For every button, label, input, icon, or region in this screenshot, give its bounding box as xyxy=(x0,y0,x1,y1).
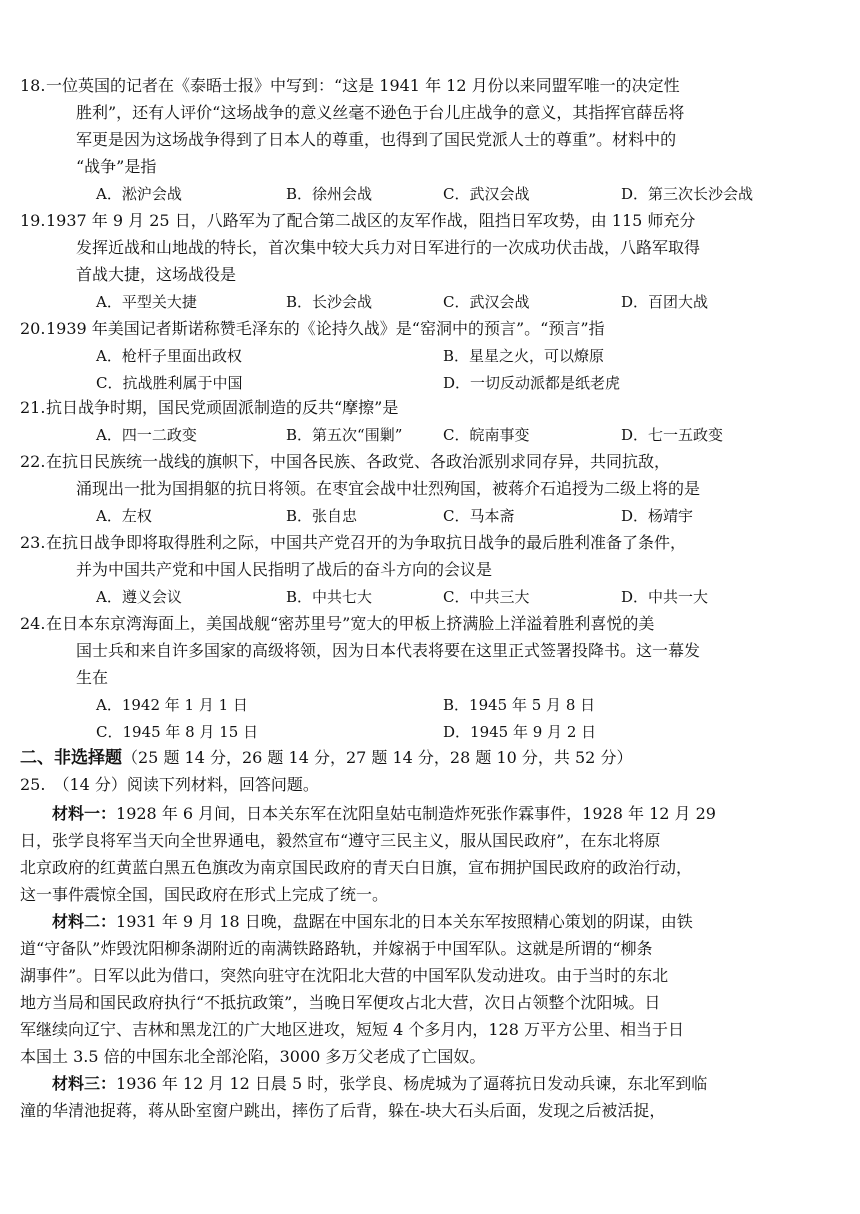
question-23-option-a[interactable]: A．遵义会议 xyxy=(96,588,182,606)
question-21-option-a[interactable]: A．四一二政变 xyxy=(96,426,197,444)
question-25-intro: 25. （14 分）阅读下列材料，回答问题。 xyxy=(20,775,319,794)
section-2-heading xyxy=(20,748,632,768)
question-20-option-c[interactable]: C．抗战胜利属于中国 xyxy=(96,374,243,392)
material-2-line: 道“守备队”炸毁沈阳柳条湖附近的南满铁路路轨，并嫁祸于中国军队。这就是所谓的“柳条 xyxy=(20,939,653,958)
material-3-line: 1936 年 12 月 12 日晨 5 时，张学良、杨虎城为了逼蒋抗日发动兵谏，东北军到临 xyxy=(116,1074,708,1093)
question-22-line: 在抗日民族统一战线的旗帜下，中国各民族、各政党、各政治派别求同存异，共同抗敌， xyxy=(46,452,671,471)
question-21-option-b[interactable]: B．第五次“围剿” xyxy=(286,426,403,444)
material-2-label: 材料二： xyxy=(52,912,117,931)
question-24-option-b[interactable]: B．1945 年 5 月 8 日 xyxy=(443,696,596,714)
question-20-line: 1939 年美国记者斯诺称赞毛泽东的《论持久战》是“窑洞中的预言”。“预言”指 xyxy=(46,319,605,338)
material-2-line: 本国土 3.5 倍的中国东北全部沦陷，3000 多万父老成了亡国奴。 xyxy=(20,1047,486,1066)
material-1-line: 1928 年 6 月间，日本关东军在沈阳皇姑屯制造炸死张作霖事件，1928 年 12 月 29 xyxy=(116,804,716,823)
question-24-number: 24. xyxy=(20,614,46,633)
material-2-line: 1931 年 9 月 18 日晚，盘踞在中国东北的日本关东军按照精心策划的阴谋，由铁 xyxy=(116,912,693,931)
question-19-option-a[interactable]: A．平型关大捷 xyxy=(96,293,197,311)
question-22-option-b[interactable]: B．张自忠 xyxy=(286,507,358,525)
question-21-option-c[interactable]: C．皖南事变 xyxy=(443,426,530,444)
question-22-number: 22. xyxy=(20,452,46,471)
question-24-line: 生在 xyxy=(76,668,109,687)
question-18-line: 一位英国的记者在《泰晤士报》中写到：“这是 1941 年 12 月份以来同盟军唯一的决定性 xyxy=(46,76,680,95)
question-24-line: 在日本东京湾海面上，美国战舰“密苏里号”宽大的甲板上挤满脸上洋溢着胜利喜悦的美 xyxy=(46,614,655,633)
question-22-option-c[interactable]: C．马本斋 xyxy=(443,507,515,525)
question-20-option-b[interactable]: B．星星之火，可以燎原 xyxy=(443,347,605,365)
question-24-option-d[interactable]: D．1945 年 9 月 2 日 xyxy=(443,723,597,741)
question-24-option-c[interactable]: C．1945 年 8 月 15 日 xyxy=(96,723,259,741)
question-19-number: 19. xyxy=(20,211,46,230)
question-18-line: 军更是因为这场战争得到了日本人的尊重，也得到了国民党派人士的尊重”。材料中的 xyxy=(76,130,677,149)
material-1-first-line xyxy=(52,804,716,824)
question-20-option-a[interactable]: A．枪杆子里面出政权 xyxy=(96,347,242,365)
question-20-number: 20. xyxy=(20,319,46,338)
question-18-line: 胜利”，还有人评价“这场战争的意义丝毫不逊色于台儿庄战争的意义，其指挥官薛岳将 xyxy=(76,103,685,122)
material-2-line: 地方当局和国民政府执行“不抵抗政策”，当晚日军便攻占北大营，次日占领整个沈阳城。日 xyxy=(20,993,661,1012)
question-23-option-d[interactable]: D．中共一大 xyxy=(621,588,709,606)
question-21-option-d[interactable]: D．七一五政变 xyxy=(621,426,724,444)
question-18-option-a[interactable]: A．淞沪会战 xyxy=(96,185,182,203)
question-19-option-c[interactable]: C．武汉会战 xyxy=(443,293,530,311)
material-1-line: 北京政府的红黄蓝白黑五色旗改为南京国民政府的青天白日旗，宣布拥护国民政府的政治行动， xyxy=(20,858,693,877)
question-23-line: 在抗日战争即将取得胜利之际，中国共产党召开的为争取抗日战争的最后胜利准备了条件， xyxy=(46,533,687,552)
question-19-option-b[interactable]: B．长沙会战 xyxy=(286,293,373,311)
question-19-option-d[interactable]: D．百团大战 xyxy=(621,293,709,311)
material-3-label: 材料三： xyxy=(52,1074,117,1093)
question-22-line: 涌现出一批为国捐躯的抗日将领。在枣宜会战中壮烈殉国，被蒋介石追授为二级上将的是 xyxy=(76,479,701,498)
question-22-option-a[interactable]: A．左权 xyxy=(96,507,152,525)
question-23-line: 并为中国共产党和中国人民指明了战后的奋斗方向的会议是 xyxy=(76,560,493,579)
material-3-first-line xyxy=(52,1074,707,1094)
question-18-option-b[interactable]: B．徐州会战 xyxy=(286,185,373,203)
question-20-option-d[interactable]: D．一切反动派都是纸老虎 xyxy=(443,374,621,392)
material-3-line: 潼的华清池捉蒋，蒋从卧室窗户跳出，摔伤了后背，躲在-块大石头后面，发现之后被活捉， xyxy=(20,1101,666,1120)
question-22-option-d[interactable]: D．杨靖宇 xyxy=(621,507,694,525)
question-18-line: “战争”是指 xyxy=(76,157,157,176)
question-19-line: 发挥近战和山地战的特长，首次集中较大兵力对日军进行的一次成功伏击战，八路军取得 xyxy=(76,238,701,257)
material-1-label: 材料一： xyxy=(52,804,117,823)
section-2-note: （25 题 14 分，26 题 14 分，27 题 14 分，28 题 10 分，共 52 分） xyxy=(122,748,633,767)
question-23-number: 23. xyxy=(20,533,46,552)
question-19-line: 1937 年 9 月 25 日，八路军为了配合第二战区的友军作战，阻挡日军攻势，由 115 师充分 xyxy=(46,211,696,230)
question-21-number: 21. xyxy=(20,398,46,417)
question-23-option-c[interactable]: C．中共三大 xyxy=(443,588,530,606)
material-2-first-line xyxy=(52,912,693,932)
section-2-title: 二、非选择题 xyxy=(20,748,122,768)
material-2-line: 军继续向辽宁、吉林和黑龙江的广大地区进攻，短短 4 个多月内，128 万平方公里、相当于日 xyxy=(20,1020,684,1039)
question-18-option-c[interactable]: C．武汉会战 xyxy=(443,185,530,203)
material-1-line: 这一事件震惊全国，国民政府在形式上完成了统一。 xyxy=(20,885,389,904)
question-21-line: 抗日战争时期，国民党顽固派制造的反共“摩擦”是 xyxy=(46,398,399,417)
question-18-number: 18. xyxy=(20,76,46,95)
question-23-option-b[interactable]: B．中共七大 xyxy=(286,588,373,606)
question-19-line: 首战大捷，这场战役是 xyxy=(76,265,237,284)
question-18-option-d[interactable]: D．第三次长沙会战 xyxy=(621,185,754,203)
material-1-line: 日，张学良将军当天向全世界通电，毅然宣布“遵守三民主义，服从国民政府”，在东北将原 xyxy=(20,831,661,850)
question-24-line: 国士兵和来自许多国家的高级将领，因为日本代表将要在这里正式签署投降书。这一幕发 xyxy=(76,641,701,660)
question-24-option-a[interactable]: A．1942 年 1 月 1 日 xyxy=(96,696,248,714)
material-2-line: 湖事件”。日军以此为借口，突然向驻守在沈阳北大营的中国军队发动进攻。由于当时的东北 xyxy=(20,966,669,985)
